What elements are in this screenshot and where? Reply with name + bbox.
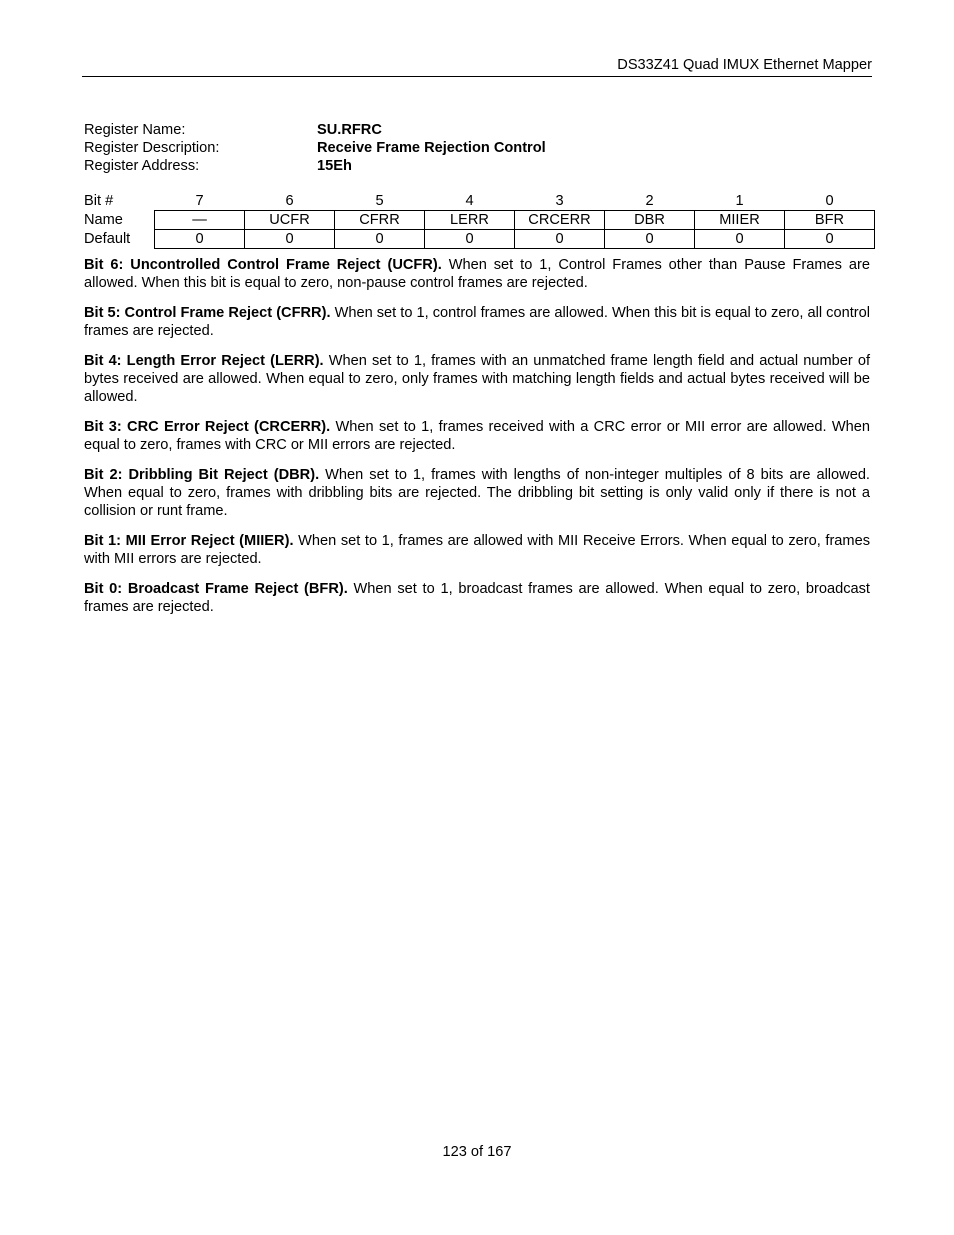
bit-name-cell: CFRR [335,211,425,230]
bit-default-cell: 0 [425,230,515,249]
bit-6-description [84,256,870,292]
bit-number: 3 [555,193,564,209]
bit-name-cell: LERR [425,211,515,230]
bit-descriptions [84,256,870,628]
register-description-label: Register Description: [84,140,220,156]
register-description-row [84,139,546,157]
register-name-label: Register Name: [84,122,186,138]
bit-number: 0 [825,193,834,209]
bit-text: When set to 1, frames are allowed with MII Receive Errors. When equal to zero, frames with MII errors are rejected. [84,533,870,567]
bit-heading: Bit 2: Dribbling Bit Reject (DBR). [84,467,320,483]
bit-name-cell: CRCERR [515,211,605,230]
bit-default-cell: 0 [335,230,425,249]
bit-text: When set to 1, frames received with a CRC error or MII error are allowed. When equal to zero, frames with CRC or MII errors are rejected. [84,419,870,453]
bit-2-description [84,466,870,520]
bit-table [84,192,875,249]
bit-text: When set to 1, frames with lengths of non-integer multiples of 8 bits are allowed. When equal to zero, frames with dribbling bits are rejected. The dribbling bit setting is only valid only if there is not a collision or runt frame. [84,467,870,519]
register-address-row [84,157,546,175]
bit-heading: Bit 3: CRC Error Reject (CRCERR). [84,419,331,435]
bit-number-label: Bit # [84,193,114,210]
register-info [84,121,546,175]
register-address-label: Register Address: [84,158,200,174]
bit-name-cell: — [155,211,245,230]
bit-heading: Bit 6: Uncontrolled Control Frame Reject (UCFR). [84,257,442,273]
bit-3-description [84,418,870,454]
register-name-row [84,121,546,139]
bit-heading: Bit 1: MII Error Reject (MIIER). [84,533,294,549]
page-number: 123 of 167 [442,1144,512,1160]
bit-default-cell: 0 [695,230,785,249]
bit-name-cell: BFR [785,211,875,230]
bit-heading: Bit 0: Broadcast Frame Reject (BFR). [84,581,348,597]
bit-0-description [84,580,870,616]
bit-name-cell: MIIER [695,211,785,230]
bit-number: 4 [465,193,474,209]
bit-default-cell: 0 [515,230,605,249]
bit-default-cell: 0 [785,230,875,249]
bit-number: 6 [285,193,294,209]
bit-text: When set to 1, Control Frames other than Pause Frames are allowed. When this bit is equal to zero, non-pause control frames are rejected. [84,257,870,291]
bit-text: When set to 1, control frames are allowed. When this bit is equal to zero, all control frames are rejected. [84,305,870,339]
register-name-value: SU.RFRC [317,122,382,138]
bit-default-label: Default [84,231,131,247]
bit-1-description [84,532,870,568]
bit-default-cell: 0 [155,230,245,249]
bit-text: When set to 1, broadcast frames are allowed. When equal to zero, broadcast frames are rejected. [84,581,870,615]
running-header: DS33Z41 Quad IMUX Ethernet Mapper [617,57,872,73]
bit-number-row [84,192,875,211]
bit-name-label: Name [84,212,123,228]
header-rule [82,76,872,77]
bit-name-row [84,211,875,230]
bit-name-cell: UCFR [245,211,335,230]
bit-heading: Bit 4: Length Error Reject (LERR). [84,353,324,369]
bit-4-description [84,352,870,406]
bit-default-cell: 0 [605,230,695,249]
bit-number: 7 [195,193,204,209]
register-description-value: Receive Frame Rejection Control [317,140,546,156]
bit-number: 2 [645,193,654,209]
bit-default-row [84,230,875,249]
bit-5-description [84,304,870,340]
register-address-value: 15Eh [317,158,352,174]
bit-number: 1 [735,193,744,209]
bit-text: When set to 1, frames with an unmatched frame length field and actual number of bytes received are allowed. When equal to zero, only frames with matching length fields and actual bytes received will be allowed. [84,353,871,405]
bit-heading: Bit 5: Control Frame Reject (CFRR). [84,305,331,321]
bit-default-cell: 0 [245,230,335,249]
bit-number: 5 [375,193,384,209]
bit-name-cell: DBR [605,211,695,230]
